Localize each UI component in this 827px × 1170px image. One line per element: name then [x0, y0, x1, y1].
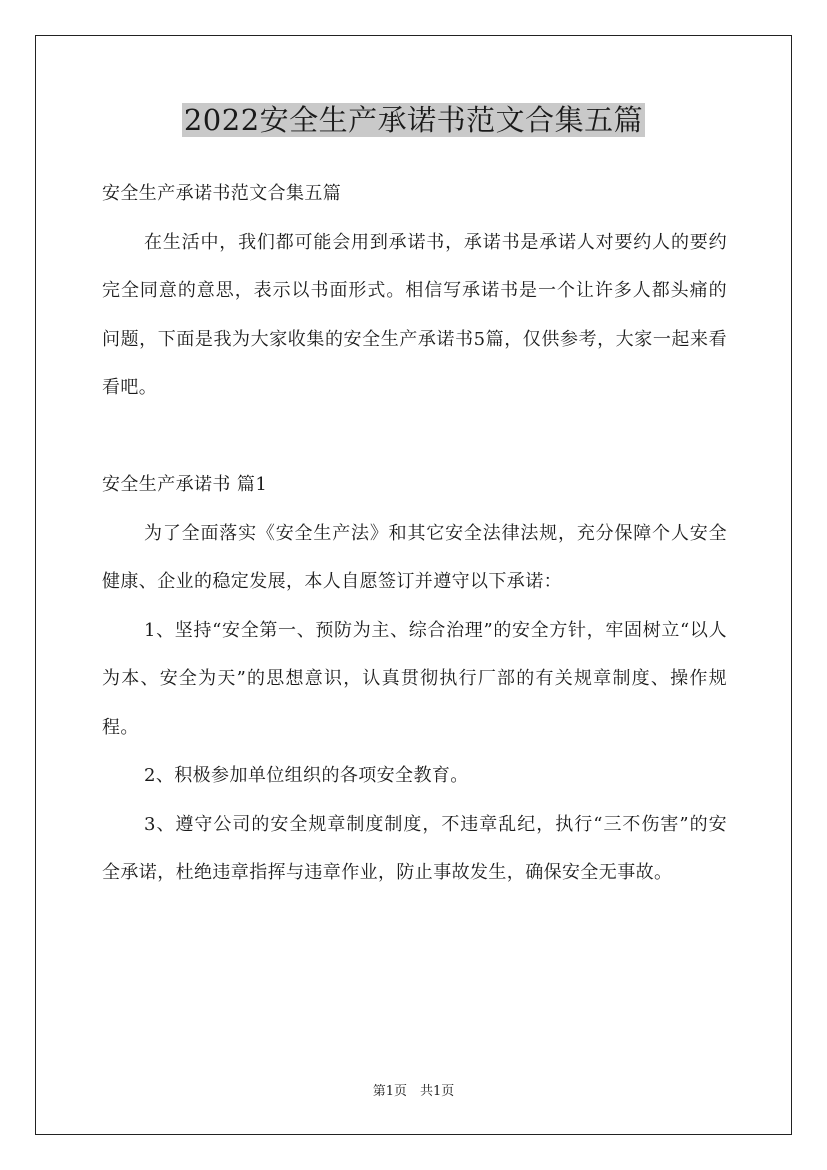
commitment-item-1: 1、坚持“安全第一、预防为主、综合治理”的安全方针，牢固树立“以人为本、安全为天”的思想意识，认真贯彻执行厂部的有关规章制度、操作规程。 [102, 619, 727, 738]
commitment-item-3: 3、遵守公司的安全规章制度制度，不违章乱纪，执行“三不伤害”的安全承诺，杜绝违章指挥与违章作业，防止事故发生，确保安全无事故。 [102, 813, 727, 883]
section-heading: 安全生产承诺书 篇1 [102, 474, 268, 495]
document-title [0, 98, 827, 142]
body-paragraph: 为了全面落实《安全生产法》和其它安全法律法规，充分保障个人安全健康、企业的稳定发展，本人自愿签订并遵守以下承诺： [102, 522, 727, 592]
intro-paragraph: 在生活中，我们都可能会用到承诺书，承诺书是承诺人对要约人的要约完全同意的意思，表示以书面形式。相信写承诺书是一个让许多人都头痛的问题，下面是我为大家收集的安全生产承诺书5篇，仅供参考，大家一起来看看吧。 [102, 231, 727, 398]
document-title-text: 2022安全生产承诺书范文合集五篇 [183, 103, 644, 137]
page-number: 第1页 共1页 [372, 1084, 455, 1099]
commitment-item-2: 2、积极参加单位组织的各项安全教育。 [144, 765, 469, 786]
page-footer [0, 1083, 827, 1101]
blank-line [102, 413, 727, 462]
document-body [102, 170, 727, 898]
document-subtitle: 安全生产承诺书范文合集五篇 [102, 183, 342, 204]
